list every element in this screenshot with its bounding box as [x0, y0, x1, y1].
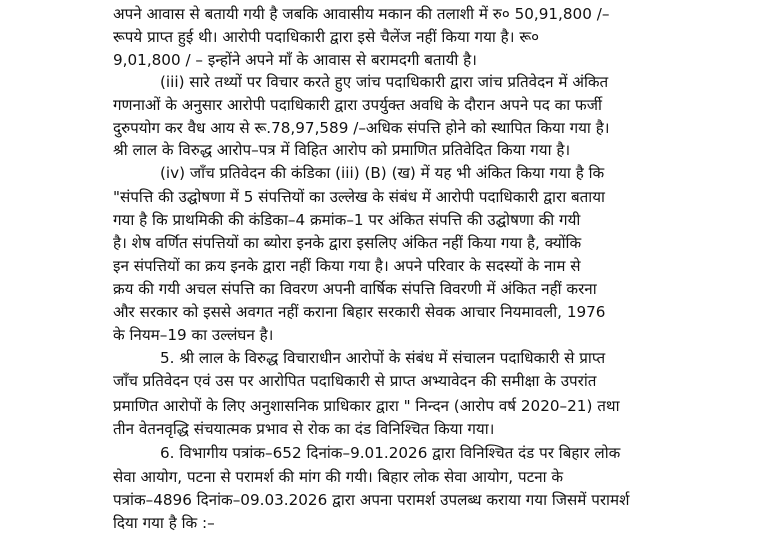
body-text-line: सेवा आयोग, पटना से परामर्श की मांग की गयी। बिहार लोक सेवा आयोग, पटना के — [113, 468, 564, 486]
paragraph-6-start: 6. विभागीय पत्रांक–652 दिनांक–9.01.2026 द्वारा विनिश्चित दंड पर बिहार लोक — [160, 444, 621, 462]
body-text-line: श्री लाल के विरुद्ध आरोप–पत्र में विहित आरोप को प्रमाणित प्रतिवेदित किया गया है। — [113, 141, 571, 159]
quoted-text-line: के नियम–19 का उल्लंघन है। — [113, 326, 274, 344]
quoted-text-line: है। शेष वर्णित संपत्तियों का ब्योरा इनके द्वारा इसलिए अंकित नहीं किया गया है, क्योंकि — [113, 234, 582, 252]
quoted-text-line: इन संपत्तियों का क्रय इनके द्वारा नहीं किया गया है। अपने परिवार के सदस्यों के नाम से — [113, 257, 581, 275]
body-text-line: गणनाओं के अनुसार आरोपी पदाधिकारी द्वारा उपर्युक्त अवधि के दौरान अपने पद का फर्जी — [113, 96, 602, 114]
body-text-line: तीन वेतनवृद्धि संचयात्मक प्रभाव से रोक का दंड विनिश्चित किया गया। — [113, 420, 495, 438]
quoted-text-line: गया है कि प्राथमिकी की कंडिका–4 क्रमांक–1 पर अंकित संपत्ति की उद्घोषणा की गयी — [113, 211, 581, 229]
paragraph-5-start: 5. श्री लाल के विरुद्ध विचाराधीन आरोपों के संबंध में संचालन पदाधिकारी से प्राप्त — [160, 349, 606, 367]
quoted-text-line: "संपत्ति की उद्घोषणा में 5 संपत्तियों का उल्लेख के संबंध में आरोपी पदाधिकारी द्वारा बताया — [113, 188, 605, 206]
body-text-line: जाँच प्रतिवेदन एवं उस पर आरोपित पदाधिकारी से प्राप्त अभ्यावेदन की समीक्षा के उपरांत — [113, 372, 597, 390]
body-text-line: दिया गया है कि :– — [113, 514, 215, 532]
body-text-line: 9,01,800 / – इन्होंने अपने माँ के आवास से बरामदगी बतायी है। — [113, 51, 477, 69]
body-text-line: दुरुपयोग कर वैध आय से रू.78,97,589 /–अधिक संपत्ति होने को स्थापित किया गया है। — [113, 119, 610, 137]
paragraph-iv-start: (iv) जाँच प्रतिवेदन की कंडिका (iii) (B) (ख) में यह भी अंकित किया गया है कि — [160, 164, 605, 182]
body-text-line: पत्रांक–4896 दिनांक–09.03.2026 द्वारा अपना परामर्श उपलब्ध कराया गया जिसमें परामर्श — [113, 491, 630, 509]
paragraph-iii-start: (iii) सारे तथ्यों पर विचार करते हुए जांच पदाधिकारी द्वारा जांच प्रतिवेदन में अंकित — [160, 73, 609, 91]
body-text-line: प्रमाणित आरोपों के लिए अनुशासनिक प्राधिकार द्वारा " निन्दन (आरोप वर्ष 2020–21) तथा — [113, 397, 620, 415]
quoted-text-line: क्रय की गयी अचल संपत्ति का विवरण अपनी वार्षिक संपत्ति विवरणी में अंकित नहीं करना — [113, 280, 597, 298]
quoted-text-line: और सरकार को इससे अवगत नहीं कराना बिहार सरकारी सेवक आचार नियमावली, 1976 — [113, 303, 606, 321]
body-text-line: अपने आवास से बतायी गयी है जबकि आवासीय मकान की तलाशी में रु० 50,91,800 /– — [113, 5, 610, 23]
body-text-line: रूपये प्राप्त हुई थी। आरोपी पदाधिकारी द्वारा इसे चैलेंज नहीं किया गया है। रू० — [113, 28, 540, 46]
